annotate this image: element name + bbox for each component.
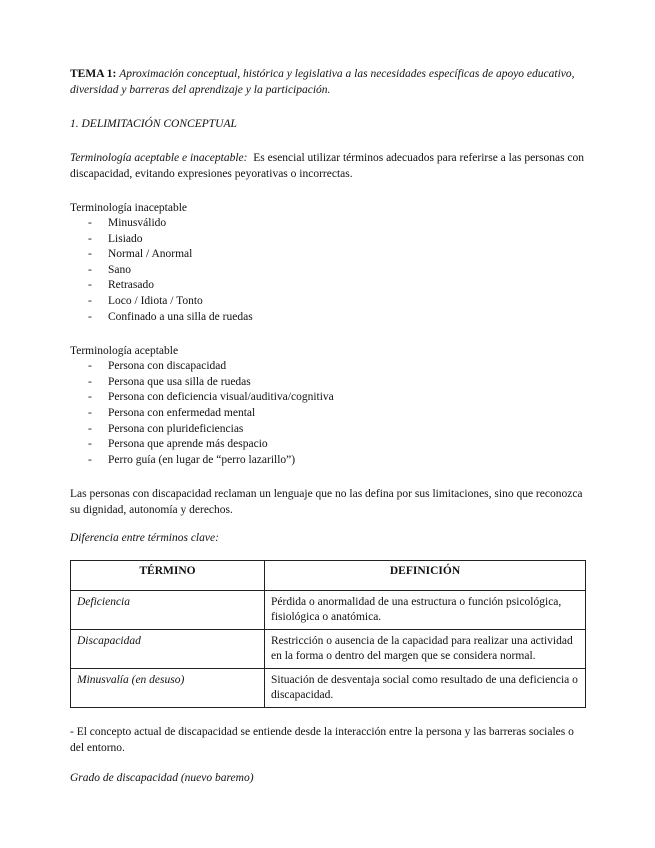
table-row	[71, 669, 586, 708]
list-item: - Persona con deficiencia visual/auditiva/cognitiva	[88, 391, 334, 404]
definition-cell: Restricción o ausencia de la capacidad para realizar una actividad en la forma o dentro del margen que se considera normal.	[265, 630, 586, 669]
term-cell: Discapacidad	[71, 630, 265, 669]
unacceptable-terms	[70, 200, 590, 325]
terminology-intro	[70, 150, 590, 182]
list-item: - Persona con enfermedad mental	[88, 406, 256, 419]
note-paragraph: - El concepto actual de discapacidad se entiende desde la interacción entre la persona y las barreras sociales o del entorno.	[70, 726, 574, 755]
terminology-intro-text: Es esencial utilizar términos adecuados para referirse a las personas con discapacidad, evitando expresiones peyorativas o incorrectas.	[70, 152, 585, 180]
title-text: Aproximación conceptual, histórica y legislativa a las necesidades específicas de apoyo educativo, diversidad y barreras del aprendizaje y la participación.	[70, 68, 575, 96]
list-item: - Normal / Anormal	[88, 248, 193, 261]
grade-heading: Grado de discapacidad (nuevo baremo)	[70, 772, 254, 785]
list-item: - Lisiado	[88, 232, 143, 245]
document-body	[70, 66, 590, 786]
unacceptable-heading: Terminología inaceptable	[70, 202, 188, 214]
list-item: - Perro guía (en lugar de “perro lazarillo”)	[88, 453, 296, 466]
table-row	[71, 591, 586, 630]
closing-paragraph: Las personas con discapacidad reclaman un lenguaje que no las defina por sus limitaciones, sino que reconozca su dignidad, autonomía y derechos.	[70, 488, 583, 517]
section-heading: 1. DELIMITACIÓN CONCEPTUAL	[70, 118, 237, 130]
definition-column-header: DEFINICIÓN	[265, 561, 586, 591]
title-label: TEMA 1:	[70, 68, 117, 80]
list-item: - Persona que usa silla de ruedas	[88, 375, 251, 388]
unacceptable-list	[70, 216, 590, 325]
acceptable-list	[70, 359, 590, 468]
term-column-header: TÉRMINO	[71, 561, 265, 591]
terminology-intro-lead: Terminología aceptable e inaceptable:	[70, 152, 248, 164]
table-row	[71, 630, 586, 669]
list-item: - Retrasado	[88, 279, 154, 292]
list-item: - Loco / Idiota / Tonto	[88, 294, 203, 307]
list-item: - Persona que aprende más despacio	[88, 438, 268, 451]
list-item: - Persona con discapacidad	[88, 360, 227, 373]
list-item: - Persona con plurideficiencias	[88, 422, 244, 435]
list-item: - Minusválido	[88, 217, 167, 229]
term-cell: Deficiencia	[71, 591, 265, 630]
acceptable-terms	[70, 343, 590, 468]
list-item: - Sano	[88, 263, 131, 276]
term-cell: Minusvalía (en desuso)	[71, 669, 265, 708]
definition-cell: Situación de desventaja social como resultado de una deficiencia o discapacidad.	[265, 669, 586, 708]
acceptable-heading: Terminología aceptable	[70, 345, 179, 358]
differences-heading: Diferencia entre términos clave:	[70, 532, 219, 545]
document-title	[70, 66, 590, 98]
definition-cell: Pérdida o anormalidad de una estructura o función psicológica, fisiológica o anatómica.	[265, 591, 586, 630]
terms-table	[70, 560, 586, 708]
table-header-row	[71, 561, 586, 591]
list-item: - Confinado a una silla de ruedas	[88, 310, 253, 323]
